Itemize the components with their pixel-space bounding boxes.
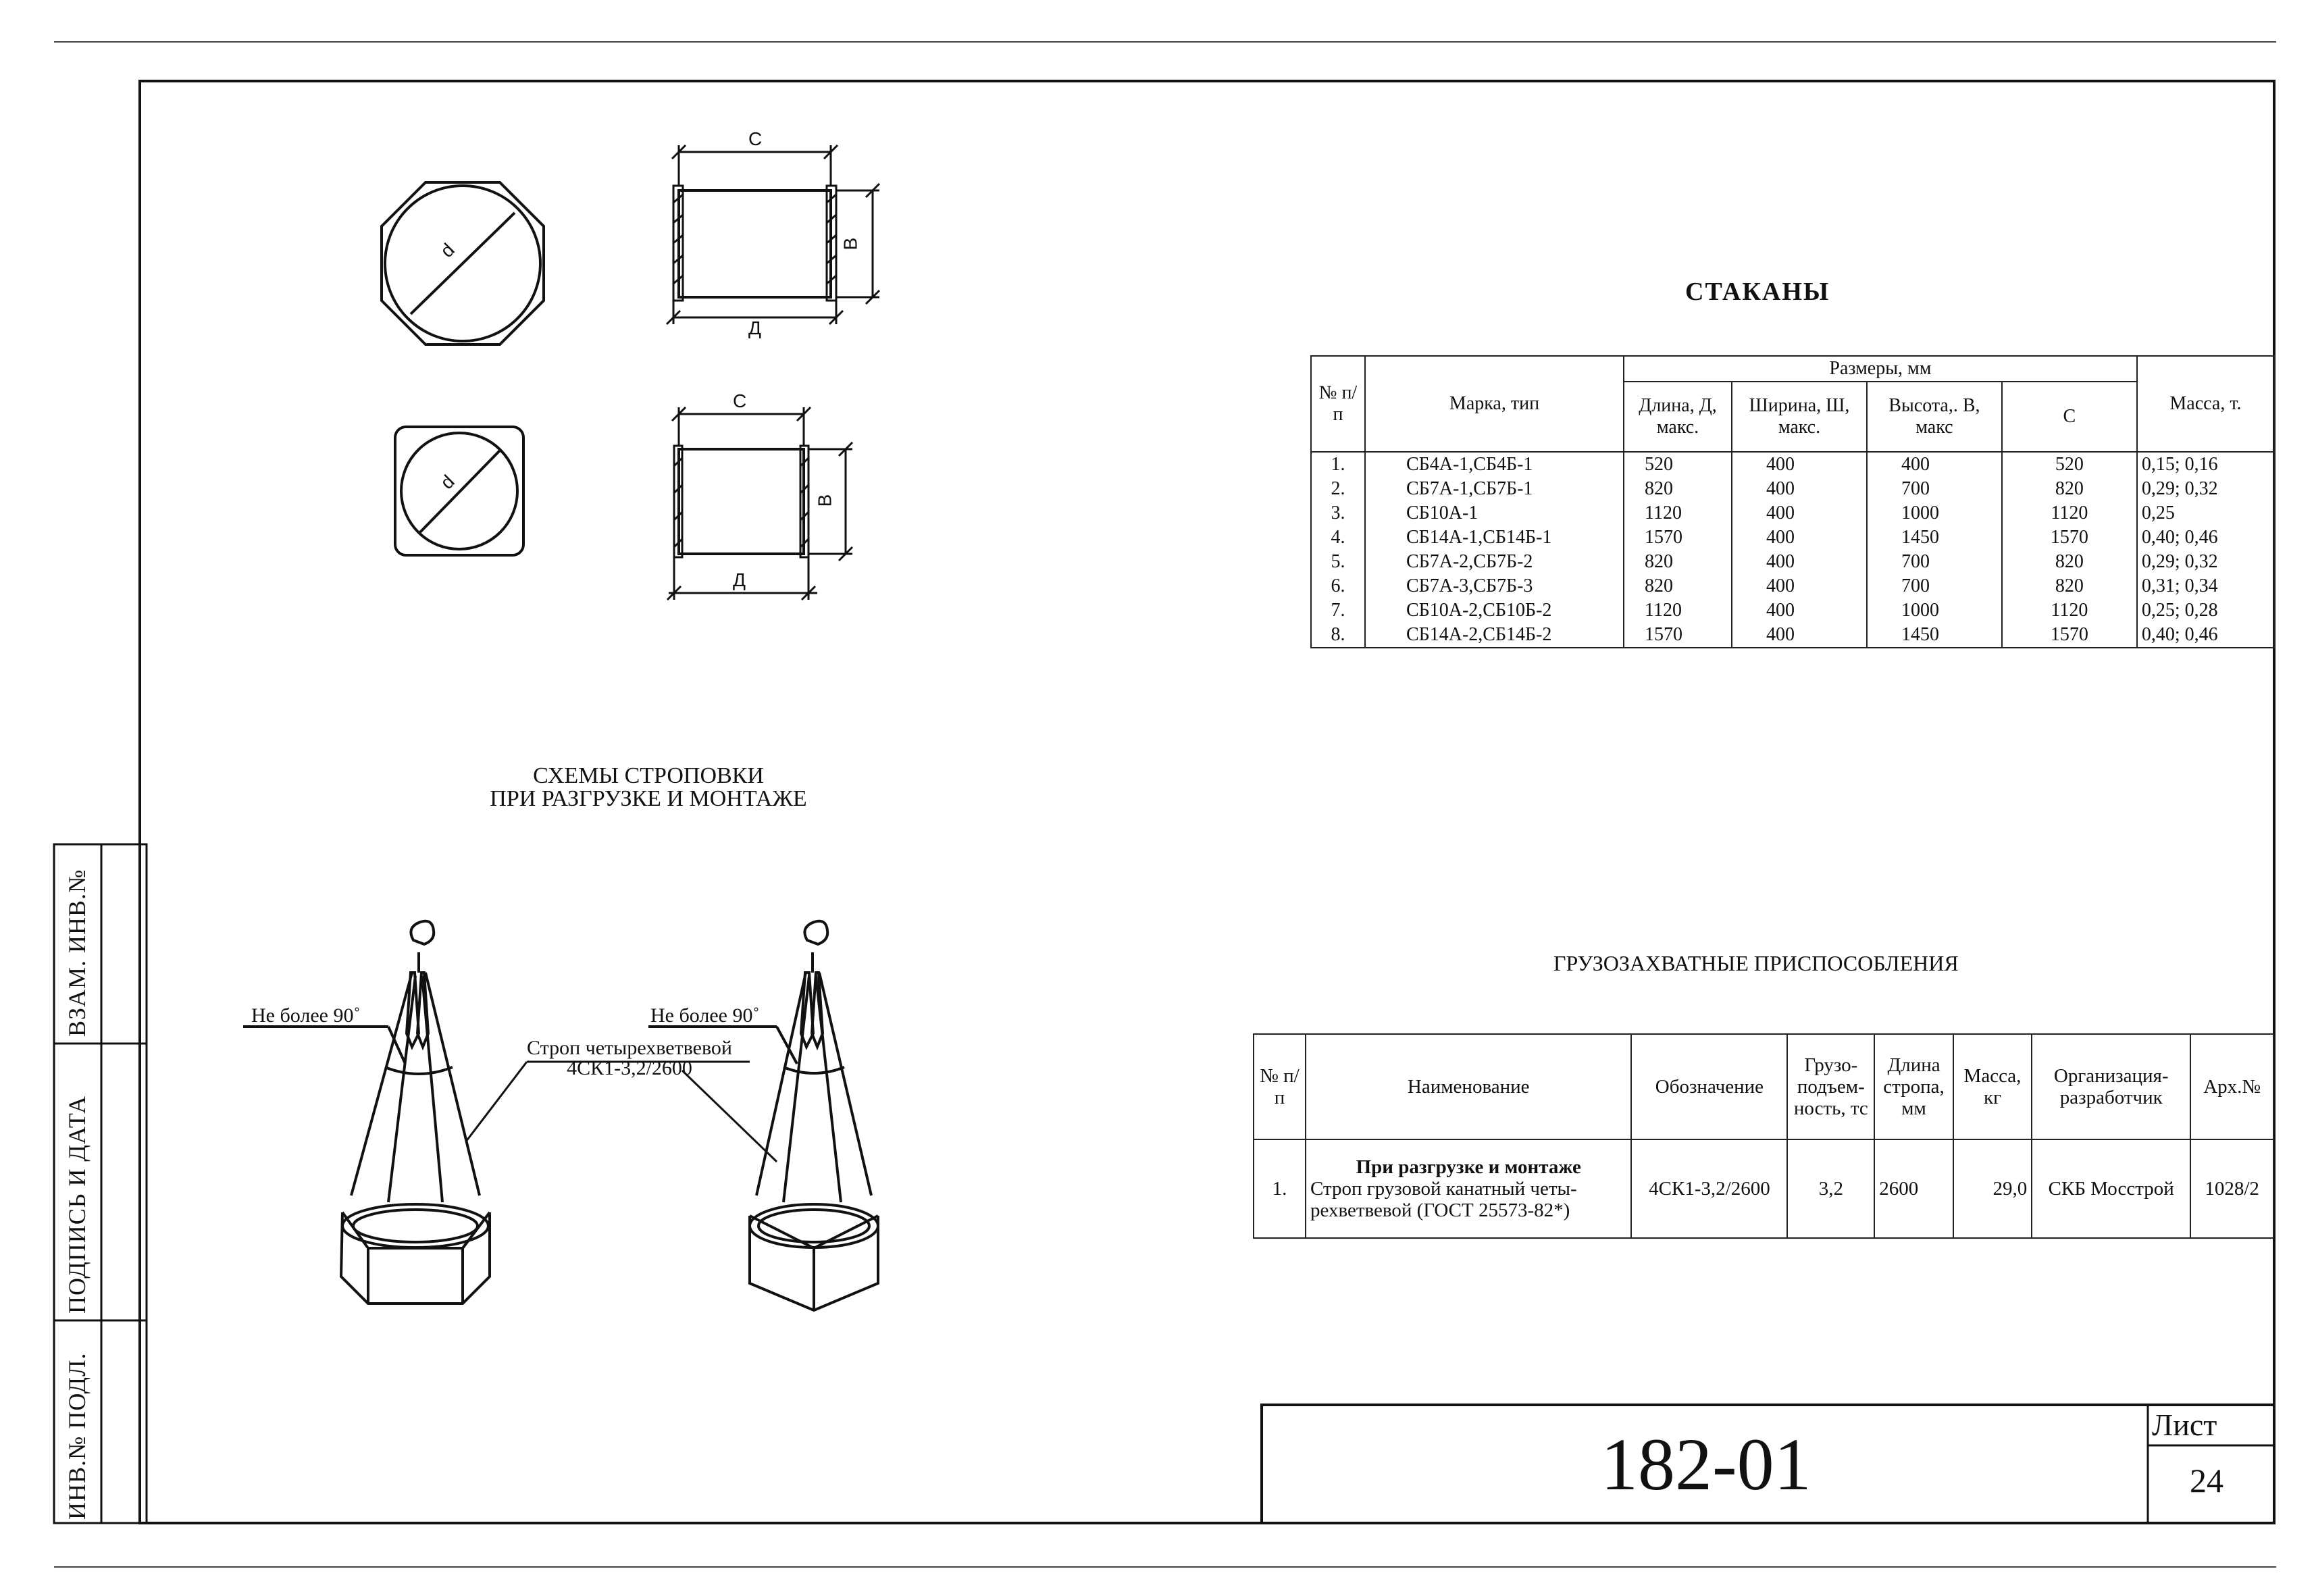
stakany-row [1311, 550, 2274, 574]
gruz-cell-designation: 4СК1-3,2/2600 [1631, 1139, 1787, 1238]
row-height: 700 [1867, 550, 2002, 574]
row-mark: СБ7А-1,СБ7Б-1 [1365, 477, 1624, 501]
dim-diameter-lower: d [436, 471, 459, 494]
stakany-header-row [1311, 356, 2274, 382]
row-mass: 0,25 [2137, 501, 2274, 525]
sling-left [243, 921, 490, 1304]
row-width: 400 [1732, 574, 1867, 598]
rounded-square-top-view [395, 427, 523, 555]
row-width: 400 [1732, 550, 1867, 574]
row-num: 2. [1311, 477, 1365, 501]
gruz-header-org: Организация- разработчик [2032, 1034, 2190, 1139]
row-height: 400 [1867, 452, 2002, 477]
row-mass: 0,29; 0,32 [2137, 477, 2274, 501]
row-width: 400 [1732, 623, 1867, 648]
row-mark: СБ14А-1,СБ14Б-1 [1365, 525, 1624, 550]
strop-label-line1: Строп четырехветвевой [527, 1037, 732, 1059]
sling-title-line2: ПРИ РАЗГРУЗКЕ И МОНТАЖЕ [490, 786, 807, 811]
dim-b-lower: В [814, 494, 835, 507]
row-length: 1570 [1624, 623, 1732, 648]
row-length: 820 [1624, 477, 1732, 501]
row-length: 1120 [1624, 501, 1732, 525]
stakany-row [1311, 623, 2274, 648]
angle-right-label: Не более 90˚ [650, 1004, 760, 1027]
header-height: Высота,. В, макс [1867, 382, 2002, 452]
header-c: С [2002, 382, 2137, 452]
row-num: 4. [1311, 525, 1365, 550]
header-width: Ширина, Ш, макс. [1732, 382, 1867, 452]
row-width: 400 [1732, 477, 1867, 501]
row-c: 820 [2002, 477, 2137, 501]
header-mark: Марка, тип [1365, 356, 1624, 452]
row-height: 700 [1867, 574, 2002, 598]
row-mark: СБ7А-2,СБ7Б-2 [1365, 550, 1624, 574]
row-width: 400 [1732, 525, 1867, 550]
header-mass: Масса, т. [2137, 356, 2274, 452]
stakany-row [1311, 525, 2274, 550]
sheet-label: Лист [2152, 1408, 2217, 1442]
dim-d-upper: Д [748, 317, 761, 338]
sling-title-line1: СХЕМЫ СТРОПОВКИ [533, 763, 764, 788]
row-height: 1000 [1867, 501, 2002, 525]
row-mark: СБ4А-1,СБ4Б-1 [1365, 452, 1624, 477]
row-c: 820 [2002, 550, 2137, 574]
stakany-table [1310, 355, 2275, 648]
gruz-name-text: Строп грузовой канатный четы- рехветвевой (ГОСТ 25573-82*) [1310, 1178, 1577, 1221]
gruz-cell-arch: 1028/2 [2190, 1139, 2273, 1238]
gruz-cell-org: СКБ Мосстрой [2032, 1139, 2190, 1238]
gruz-header-name: Наименование [1306, 1034, 1632, 1139]
row-mark: СБ7А-3,СБ7Б-3 [1365, 574, 1624, 598]
row-height: 700 [1867, 477, 2002, 501]
row-num: 5. [1311, 550, 1365, 574]
gruz-header-row [1254, 1034, 2273, 1139]
row-mark: СБ10А-2,СБ10Б-2 [1365, 598, 1624, 623]
row-num: 3. [1311, 501, 1365, 525]
angle-left-label: Не более 90˚ [251, 1004, 361, 1027]
row-mark: СБ10А-1 [1365, 501, 1624, 525]
octagon-top-view [382, 182, 544, 344]
dim-b-upper: В [840, 237, 861, 251]
row-mark: СБ14А-2,СБ14Б-2 [1365, 623, 1624, 648]
stakany-row [1311, 452, 2274, 477]
gruz-header-length: Длина стропа, мм [1874, 1034, 1953, 1139]
gruz-header-designation: Обозначение [1631, 1034, 1787, 1139]
row-c: 1570 [2002, 623, 2137, 648]
row-length: 520 [1624, 452, 1732, 477]
header-num: № п/п [1311, 356, 1365, 452]
row-c: 1570 [2002, 525, 2137, 550]
header-length: Длина, Д, макс. [1624, 382, 1732, 452]
dim-diameter-upper: d [436, 239, 459, 262]
row-num: 1. [1311, 452, 1365, 477]
row-num: 8. [1311, 623, 1365, 648]
row-length: 1120 [1624, 598, 1732, 623]
header-dims: Размеры, мм [1624, 356, 2137, 382]
row-c: 520 [2002, 452, 2137, 477]
row-height: 1000 [1867, 598, 2002, 623]
row-num: 7. [1311, 598, 1365, 623]
row-c: 820 [2002, 574, 2137, 598]
dim-c-upper: С [748, 128, 763, 149]
stakany-body [1311, 452, 2274, 648]
dim-c-lower: С [733, 390, 747, 411]
row-length: 820 [1624, 574, 1732, 598]
gruz-header-num: № п/п [1254, 1034, 1306, 1139]
gruz-header-arch: Арх.№ [2190, 1034, 2273, 1139]
stamp-podpis-data: ПОДПИСЬ И ДАТА [63, 1095, 91, 1314]
row-length: 1570 [1624, 525, 1732, 550]
stamp-vzam-inv: ВЗАМ. ИНВ.№ [63, 869, 91, 1037]
gruz-header-mass: Масса, кг [1953, 1034, 2032, 1139]
sling-title [432, 765, 865, 810]
row-height: 1450 [1867, 623, 2002, 648]
stakany-row [1311, 501, 2274, 525]
gruz-cell-num: 1. [1254, 1139, 1306, 1238]
stakany-row [1311, 477, 2274, 501]
row-mass: 0,40; 0,46 [2137, 623, 2274, 648]
row-width: 400 [1732, 501, 1867, 525]
upper-side-view [667, 145, 879, 324]
stakany-title: СТАКАНЫ [1685, 278, 1830, 306]
gruz-header-capacity: Грузо- подъем- ность, тс [1787, 1034, 1874, 1139]
stamp-inv-podl: ИНВ.№ ПОДЛ. [63, 1352, 91, 1520]
gruz-cell-capacity: 3,2 [1787, 1139, 1874, 1238]
row-mass: 0,15; 0,16 [2137, 452, 2274, 477]
drawing-code: 182-01 [1601, 1423, 1811, 1505]
row-mass: 0,40; 0,46 [2137, 525, 2274, 550]
row-c: 1120 [2002, 501, 2137, 525]
gruz-cell-length: 2600 [1874, 1139, 1953, 1238]
stakany-row [1311, 574, 2274, 598]
strop-label [527, 1038, 732, 1079]
row-height: 1450 [1867, 525, 2002, 550]
row-width: 400 [1732, 452, 1867, 477]
sheet-number: 24 [2190, 1462, 2223, 1499]
stakany-row [1311, 598, 2274, 623]
row-num: 6. [1311, 574, 1365, 598]
row-mass: 0,29; 0,32 [2137, 550, 2274, 574]
row-mass: 0,25; 0,28 [2137, 598, 2274, 623]
gruz-cell-mass: 29,0 [1953, 1139, 2032, 1238]
strop-label-line2: 4СК1-3,2/2600 [567, 1057, 692, 1079]
sling-right [648, 921, 878, 1310]
gruz-table [1253, 1033, 2274, 1239]
dim-d-lower: Д [733, 569, 746, 590]
gruz-title: ГРУЗОЗАХВАТНЫЕ ПРИСПОСОБЛЕНИЯ [1553, 951, 1959, 975]
row-c: 1120 [2002, 598, 2137, 623]
row-mass: 0,31; 0,34 [2137, 574, 2274, 598]
gruz-section-label: При разгрузке и монтаже [1356, 1156, 1581, 1178]
row-length: 820 [1624, 550, 1732, 574]
row-width: 400 [1732, 598, 1867, 623]
gruz-cell-name [1306, 1139, 1632, 1238]
gruz-data-row [1254, 1139, 2273, 1238]
